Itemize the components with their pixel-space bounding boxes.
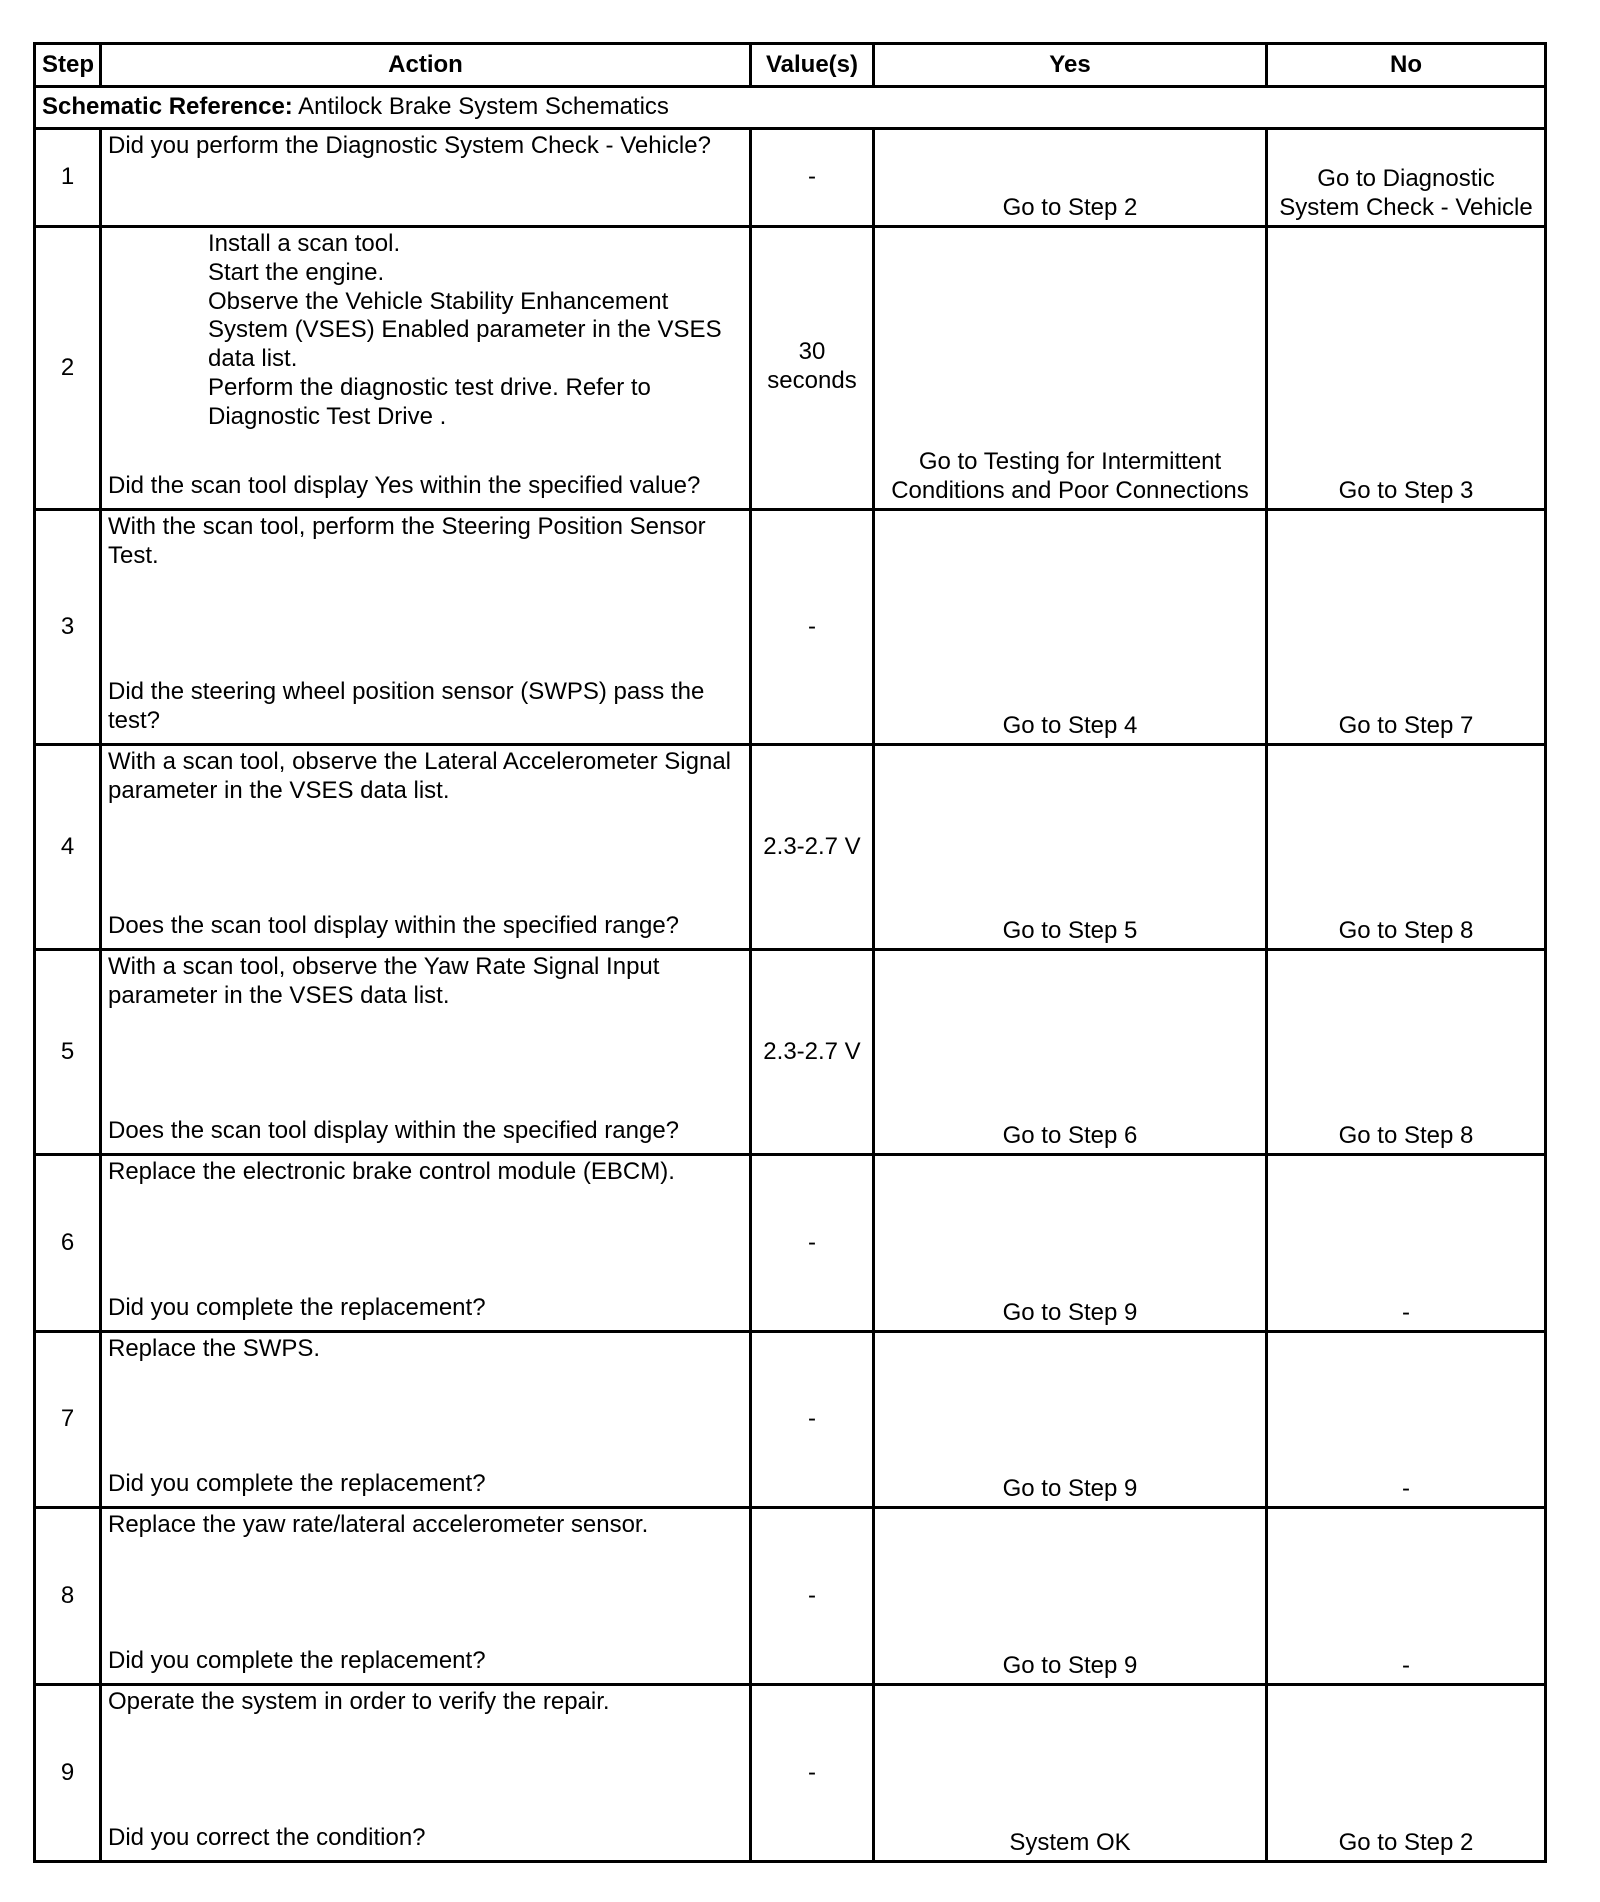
action-question: Did the scan tool display Yes within the specified value? — [108, 472, 701, 500]
schematic-reference-row — [35, 87, 1546, 129]
value-cell: 2.3-2.7 V — [751, 950, 874, 1155]
yes-cell: System OK — [874, 1685, 1267, 1862]
list-item: Observe the Vehicle Stability Enhancement System (VSES) Enabled parameter in the VSES data list. — [208, 287, 722, 373]
table-row — [35, 227, 1546, 510]
step-number: 2 — [35, 227, 101, 510]
action-cell — [101, 1332, 751, 1508]
action-instruction: Replace the electronic brake control module (EBCM). — [108, 1158, 675, 1185]
table-row — [35, 1508, 1546, 1685]
action-instruction-list — [108, 230, 743, 432]
header-step: Step — [35, 44, 101, 87]
table-row — [35, 745, 1546, 950]
action-question: Did you complete the replacement? — [108, 1294, 486, 1322]
action-cell — [101, 510, 751, 745]
list-item: Start the engine. — [208, 258, 385, 286]
table-row — [35, 1685, 1546, 1862]
header-action: Action — [101, 44, 751, 87]
value-cell: - — [751, 129, 874, 227]
no-cell: - — [1267, 1155, 1546, 1332]
no-cell: Go to Diagnostic System Check - Vehicle — [1267, 129, 1546, 227]
action-question: Did you complete the replacement? — [108, 1647, 486, 1675]
table-row — [35, 950, 1546, 1155]
no-cell: Go to Step 8 — [1267, 745, 1546, 950]
no-cell: - — [1267, 1508, 1546, 1685]
no-cell: - — [1267, 1332, 1546, 1508]
action-cell — [101, 950, 751, 1155]
value-cell: 2.3-2.7 V — [751, 745, 874, 950]
table-row — [35, 1332, 1546, 1508]
step-number: 1 — [35, 129, 101, 227]
header-values: Value(s) — [751, 44, 874, 87]
diagnostic-table — [33, 42, 1547, 1863]
schematic-reference-link[interactable]: Antilock Brake System Schematics — [298, 93, 669, 121]
action-cell — [101, 745, 751, 950]
table-row — [35, 1155, 1546, 1332]
no-cell: Go to Step 2 — [1267, 1685, 1546, 1862]
yes-cell: Go to Step 9 — [874, 1332, 1267, 1508]
schematic-reference — [35, 87, 1546, 129]
value-cell: 30 seconds — [751, 227, 874, 510]
table-row — [35, 129, 1546, 227]
value-cell: - — [751, 1685, 874, 1862]
action-question: Does the scan tool display within the specified range? — [108, 1117, 680, 1145]
no-cell: Go to Step 3 — [1267, 227, 1546, 510]
list-item: Perform the diagnostic test drive. Refer to Diagnostic Test Drive . — [208, 373, 651, 430]
value-cell: - — [751, 1508, 874, 1685]
action-instruction: Replace the yaw rate/lateral accelerometer sensor. — [108, 1511, 649, 1538]
schematic-reference-label: Schematic Reference: — [42, 93, 293, 121]
action-instruction: With a scan tool, observe the Lateral Accelerometer Signal parameter in the VSES data list. — [108, 748, 731, 804]
action-question: Did you complete the replacement? — [108, 1470, 486, 1498]
step-number: 8 — [35, 1508, 101, 1685]
table-row — [35, 510, 1546, 745]
yes-cell: Go to Step 9 — [874, 1508, 1267, 1685]
step-number: 3 — [35, 510, 101, 745]
action-cell — [101, 1508, 751, 1685]
action-cell — [101, 1685, 751, 1862]
action-cell — [101, 227, 751, 510]
header-yes: Yes — [874, 44, 1267, 87]
action-question: Did the steering wheel position sensor (SWPS) pass the test? — [108, 678, 705, 735]
step-number: 5 — [35, 950, 101, 1155]
value-cell: - — [751, 1332, 874, 1508]
step-number: 7 — [35, 1332, 101, 1508]
yes-cell: Go to Step 9 — [874, 1155, 1267, 1332]
step-number: 9 — [35, 1685, 101, 1862]
action-instruction: With a scan tool, observe the Yaw Rate Signal Input parameter in the VSES data list. — [108, 953, 660, 1009]
action-question: Did you correct the condition? — [108, 1824, 426, 1852]
yes-cell: Go to Step 6 — [874, 950, 1267, 1155]
action-cell — [101, 1155, 751, 1332]
action-instruction: With the scan tool, perform the Steering Position Sensor Test. — [108, 513, 706, 569]
no-cell: Go to Step 8 — [1267, 950, 1546, 1155]
action-instruction: Replace the SWPS. — [108, 1335, 321, 1362]
step-number: 4 — [35, 745, 101, 950]
yes-cell: Go to Step 2 — [874, 129, 1267, 227]
action-instruction: Did you perform the Diagnostic System Check - Vehicle? — [108, 132, 711, 159]
value-cell: - — [751, 1155, 874, 1332]
header-row — [35, 44, 1546, 87]
header-no: No — [1267, 44, 1546, 87]
step-number: 6 — [35, 1155, 101, 1332]
yes-cell: Go to Step 5 — [874, 745, 1267, 950]
value-cell: - — [751, 510, 874, 745]
action-cell — [101, 129, 751, 227]
list-item: Install a scan tool. — [208, 230, 401, 257]
action-instruction: Operate the system in order to verify the repair. — [108, 1688, 610, 1715]
no-cell: Go to Step 7 — [1267, 510, 1546, 745]
action-question: Does the scan tool display within the specified range? — [108, 912, 680, 940]
yes-cell: Go to Step 4 — [874, 510, 1267, 745]
yes-cell: Go to Testing for Intermittent Conditions and Poor Connections — [874, 227, 1267, 510]
